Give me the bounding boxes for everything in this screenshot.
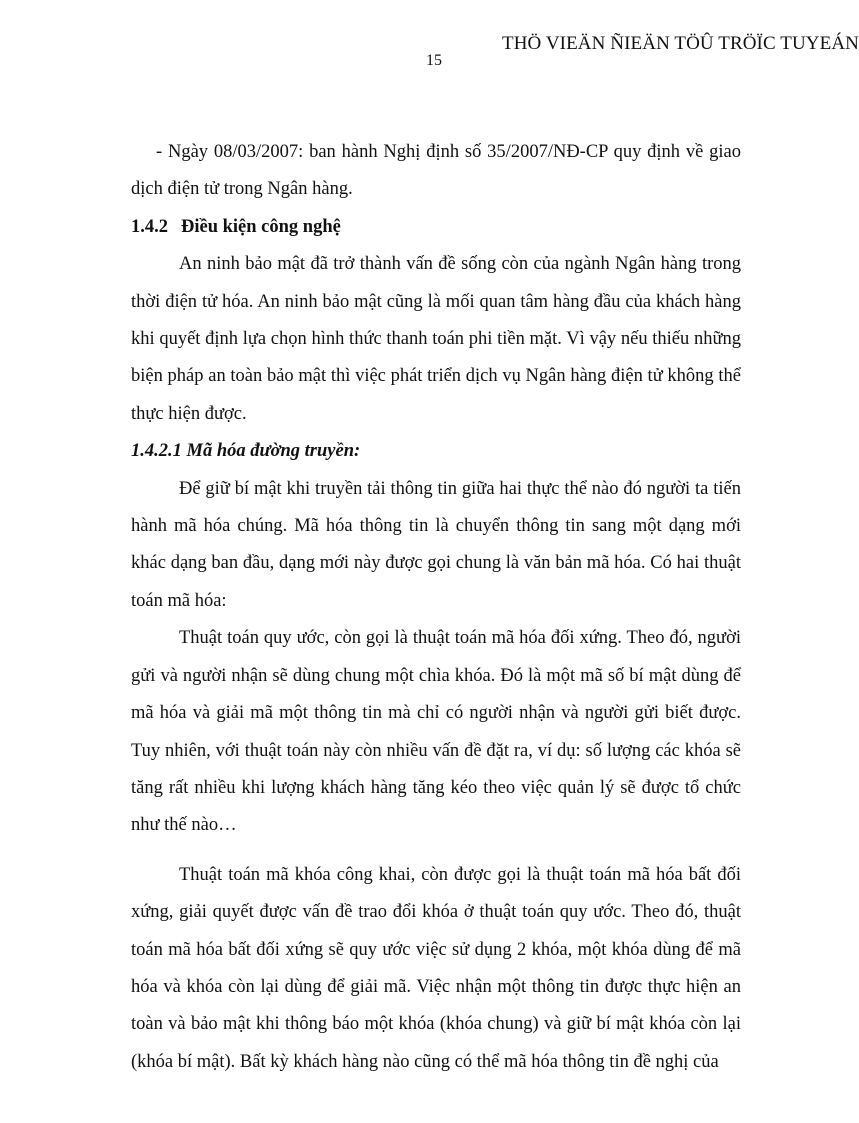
paragraph-asymmetric: Thuật toán mã khóa công khai, còn được gọi là thuật toán mã hóa bất đối xứng, giải quyết được vấn đề trao đổi khóa ở thuật toán quy ước. Theo đó, thuật toán mã hóa bất đối xứng sẽ quy ước việc sử dụng 2 khóa, một khóa dùng để mã hóa và khóa còn lại dùng để giải mã. Việc nhận một thông tin được thực hiện an toàn và bảo mật khi thông báo một khóa (khóa chung) và giữ bí mật khóa còn lại (khóa bí mật). Bất kỳ khách hàng nào cũng có thể mã hóa thông tin đề nghị của [131,864,741,1072]
watermark-header: THÖ VIEÄN ÑIEÄN TÖÛ TRÖÏC TUYEÁN [502,33,859,54]
document-body [131,134,741,1081]
bullet-paragraph: - Ngày 08/03/2007: ban hành Nghị định số 35/2007/NĐ-CP quy định về giao dịch điện tử trong Ngân hàng. [131,142,741,200]
section-number: 1.4.2 [131,216,168,237]
page-number: 15 [426,52,442,69]
paragraph-symmetric: Thuật toán quy ước, còn gọi là thuật toán mã hóa đối xứng. Theo đó, người gửi và người nhận sẽ dùng chung một chìa khóa. Đó là một mã số bí mật dùng để mã hóa và giải mã một thông tin mà chỉ có người nhận và người gửi biết được. Tuy nhiên, với thuật toán này còn nhiều vấn đề đặt ra, ví dụ: số lượng các khóa sẽ tăng rất nhiều khi lượng khách hàng tăng kéo theo việc quản lý sẽ được tổ chức như thế nào… [131,628,741,836]
subsection-heading: 1.4.2.1 Mã hóa đường truyền: [131,441,361,462]
section-heading [131,209,741,246]
section-title: Điều kiện công nghệ [181,216,341,237]
paragraph-security: An ninh bảo mật đã trở thành vấn đề sống còn của ngành Ngân hàng trong thời điện tử hóa. An ninh bảo mật cũng là mối quan tâm hàng đầu của khách hàng khi quyết định lựa chọn hình thức thanh toán phi tiền mặt. Vì vậy nếu thiếu những biện pháp an toàn bảo mật thì việc phát triển dịch vụ Ngân hàng điện tử không thể thực hiện được. [131,254,741,424]
paragraph-encryption-intro: Để giữ bí mật khi truyền tải thông tin giữa hai thực thể nào đó người ta tiến hành mã hóa chúng. Mã hóa thông tin là chuyển thông tin sang một dạng mới khác dạng ban đầu, dạng mới này được gọi chung là văn bản mã hóa. Có hai thuật toán mã hóa: [131,478,741,611]
